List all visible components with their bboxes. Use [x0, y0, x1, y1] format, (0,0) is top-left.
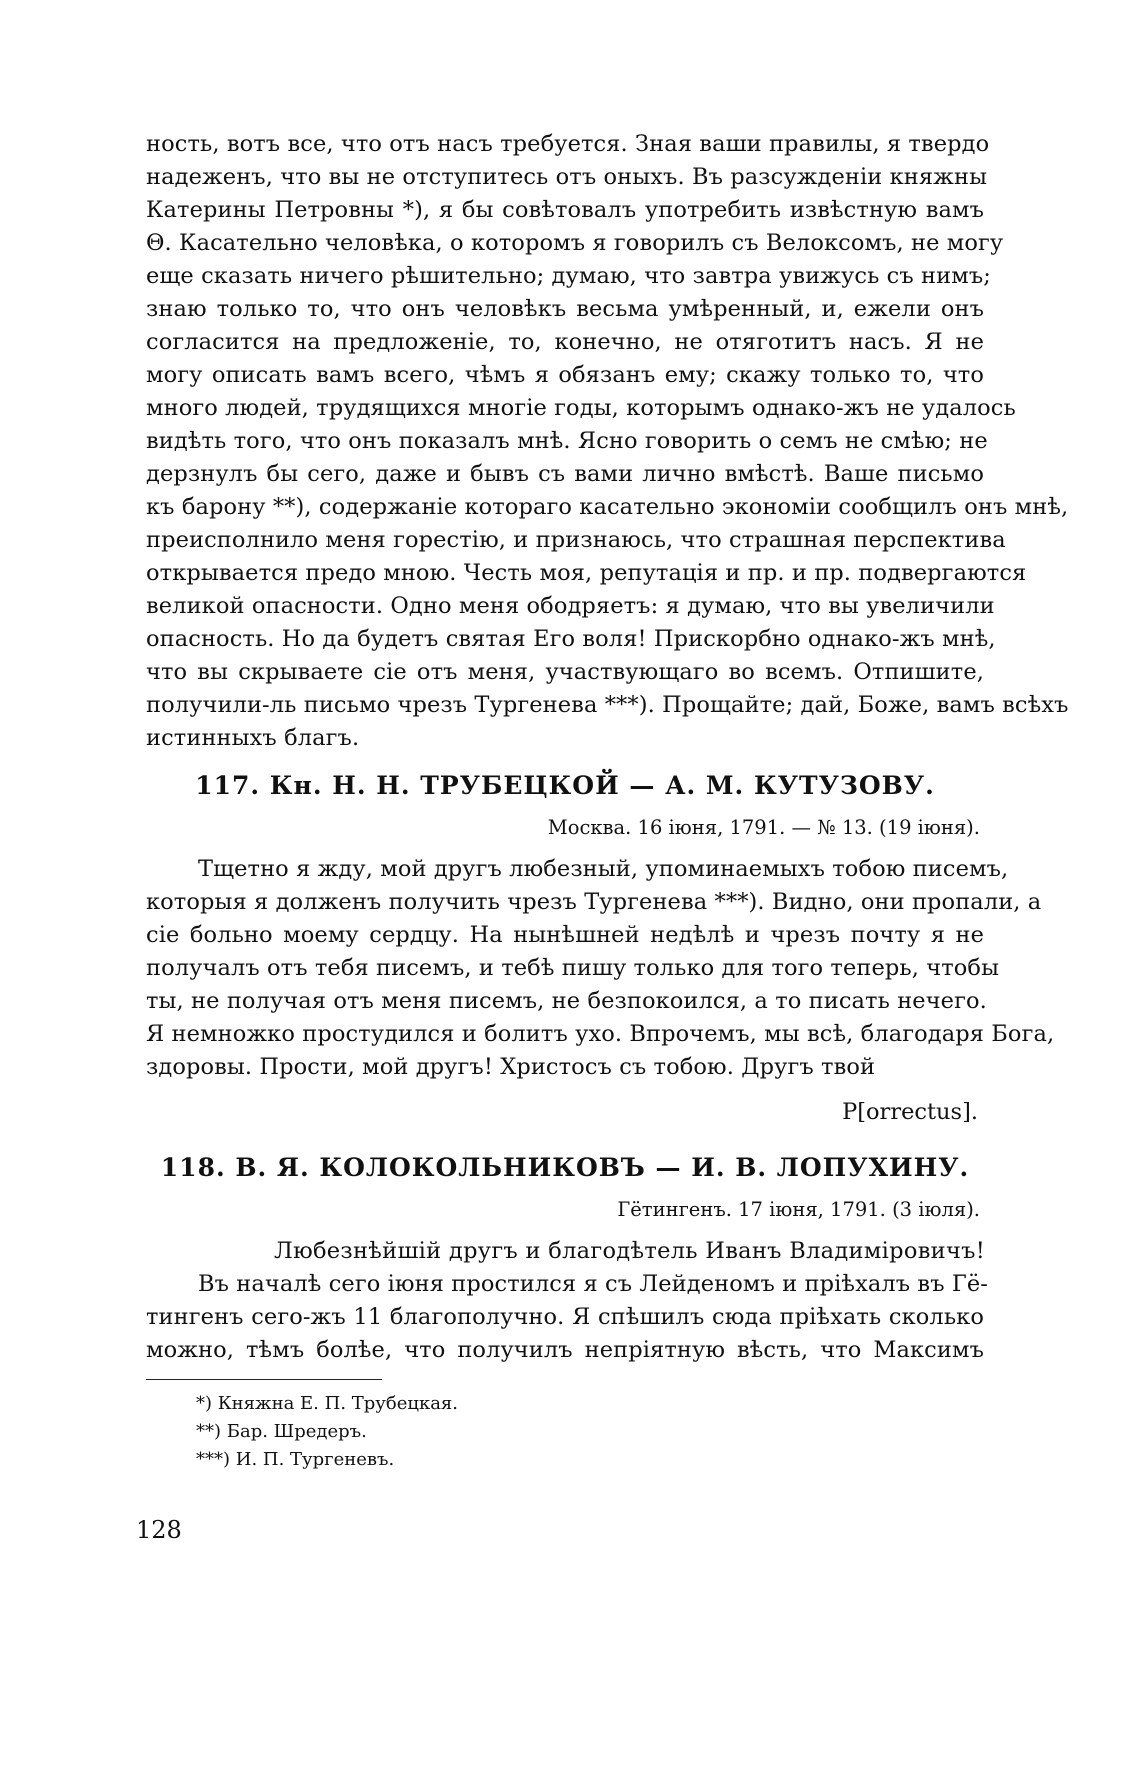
- text-line: могу описать вамъ всего, чѣмъ я обязанъ ему; скажу только то, что: [146, 362, 984, 388]
- letter-dateline: Москва. 16 іюня, 1791. — № 13. (19 іюня).: [547, 816, 980, 839]
- text-line: къ барону **), содержаніе котораго касательно экономіи сообщилъ онъ мнѣ,: [146, 494, 1069, 520]
- text-line: что вы скрываете сіе отъ меня, участвующаго во всемъ. Отпишите,: [146, 659, 984, 685]
- letter-heading: 117. Кн. Н. Н. ТРУБЕЦКОЙ — А. М. КУТУЗОВУ.: [195, 771, 935, 800]
- text-line: знаю только то, что онъ человѣкъ весьма умѣренный, и, ежели онъ: [146, 296, 984, 322]
- text-line: получили-ль письмо чрезъ Тургенева ***). Прощайте; дай, Боже, вамъ всѣхъ: [146, 692, 1069, 718]
- footnote: *) Княжна Е. П. Трубецкая.: [196, 1393, 459, 1414]
- text-line: открывается предо мною. Честь моя, репутація и пр. и пр. подвергаются: [146, 560, 1027, 586]
- footnote-divider: [146, 1379, 382, 1380]
- text-line: Тщетно я жду, мой другъ любезный, упоминаемыхъ тобою писемъ,: [198, 856, 1009, 882]
- text-line: согласится на предложеніе, то, конечно, не отяготитъ насъ. Я не: [146, 329, 984, 355]
- text-line: Я немножко простудился и болитъ ухо. Впрочемъ, мы всѣ, благодаря Бога,: [146, 1021, 1055, 1047]
- text-line: много людей, трудящихся многіе годы, которымъ однако-жъ не удалось: [146, 395, 1016, 421]
- letter-118: [146, 1151, 988, 1367]
- text-line: Θ. Касательно человѣка, о которомъ я говорилъ съ Велоксомъ, не могу: [146, 230, 1004, 256]
- text-line: которыя я долженъ получить чрезъ Тургенева ***). Видно, они пропали, а: [146, 889, 1042, 915]
- letter-116-continuation: [146, 128, 1069, 755]
- footnote: **) Бар. Шредеръ.: [196, 1421, 367, 1442]
- letter-salutation: Любезнѣйшій другъ и благодѣтель Иванъ Владиміровичъ!: [274, 1238, 986, 1264]
- text-line: дерзнулъ бы сего, даже и бывъ съ вами лично вмѣстѣ. Ваше письмо: [146, 461, 984, 487]
- text-line: истинныхъ благъ.: [146, 725, 360, 751]
- letter-heading: 118. В. Я. КОЛОКОЛЬНИКОВЪ — И. В. ЛОПУХИНУ.: [160, 1153, 970, 1182]
- text-line: видѣть того, что онъ показалъ мнѣ. Ясно говорить о семъ не смѣю; не: [146, 428, 988, 454]
- page-body: [146, 128, 1069, 1474]
- text-line: получалъ отъ тебя писемъ, и тебѣ пишу только для того теперь, чтобы: [146, 955, 1000, 981]
- text-line: тингенъ сего-жъ 11 благополучно. Я спѣшилъ сюда пріѣхать сколько: [146, 1304, 984, 1330]
- text-line: ты, не получая отъ меня писемъ, не безпокоился, а то писать нечего.: [146, 988, 987, 1014]
- letter-signature: P[orrectus].: [842, 1099, 978, 1125]
- text-line: сіе больно моему сердцу. На нынѣшней недѣлѣ и чрезъ почту я не: [146, 922, 984, 948]
- text-line: ность, вотъ все, что отъ насъ требуется. Зная ваши правилы, я твердо: [146, 131, 990, 157]
- text-line: еще сказать ничего рѣшительно; думаю, что завтра увижусь съ нимъ;: [146, 263, 991, 289]
- letter-dateline: Гётингенъ. 17 іюня, 1791. (3 іюля).: [617, 1198, 980, 1221]
- text-line: можно, тѣмъ болѣе, что получилъ непріятную вѣсть, что Максимъ: [146, 1337, 984, 1363]
- footnote: ***) И. П. Тургеневъ.: [196, 1449, 395, 1470]
- page-number: 128: [136, 1516, 182, 1544]
- text-line: преисполнило меня горестію, и признаюсь, что страшная перспектива: [146, 527, 1006, 553]
- text-line: Катерины Петровны *), я бы совѣтовалъ употребить извѣстную вамъ: [146, 197, 984, 223]
- text-line: Въ началѣ сего іюня простился я съ Лейденомъ и пріѣхалъ въ Гё-: [198, 1271, 988, 1297]
- letter-117: [146, 769, 1055, 1129]
- text-line: великой опасности. Одно меня ободряетъ: я думаю, что вы увеличили: [146, 593, 995, 619]
- text-line: здоровы. Прости, мой другъ! Христосъ съ тобою. Другъ твой: [146, 1054, 876, 1080]
- text-line: опасность. Но да будетъ святая Его воля! Прискорбно однако-жъ мнѣ,: [146, 626, 996, 652]
- text-line: надеженъ, что вы не отступитесь отъ оныхъ. Въ разсужденіи княжны: [146, 164, 988, 190]
- footnotes: [146, 1390, 984, 1474]
